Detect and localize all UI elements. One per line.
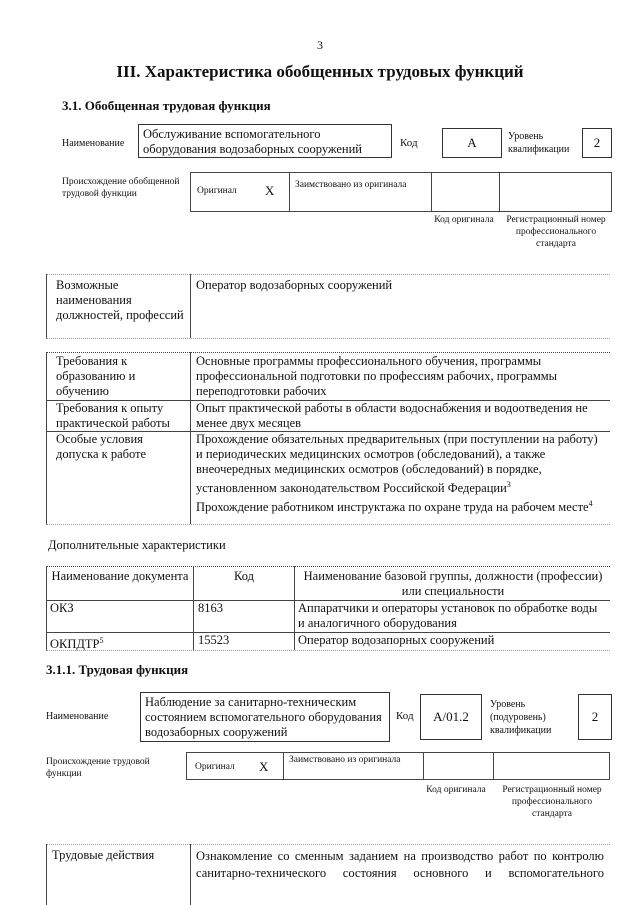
original-label: Оригинал: [197, 186, 237, 196]
labor-actions-label: Трудовые действия: [52, 848, 155, 862]
origin-label: Происхождение обобщенной трудовой функции: [62, 177, 180, 199]
add-top-border: [46, 566, 610, 567]
reg-number-caption: Регистрационный номер профессионального стандарта: [506, 215, 606, 249]
section-3-1-1-heading: 3.1.1. Трудовая функция: [46, 662, 189, 677]
tf-origin-label: Происхождение трудовой функции: [46, 757, 150, 779]
positions-label: Возможные наименования должностей, профессий: [56, 278, 184, 322]
footnote-ref-3: 3: [506, 480, 511, 489]
name-label: Наименование: [62, 138, 125, 149]
section-3-1-heading: 3.1. Обобщенная трудовая функция: [62, 98, 271, 113]
labor-divider: [190, 844, 191, 905]
labor-left-border: [46, 844, 47, 905]
labor-actions-value: Ознакомление со сменным заданием на производство работ по контролю санитарно-технического состояния основного и вспомогательного: [196, 849, 604, 880]
req-admission-label: Особые условия допуска к работе: [56, 432, 147, 461]
tf-code-label: Код: [396, 710, 414, 722]
tf-origin-divider-2: [423, 753, 424, 779]
add-header-code: Код: [234, 569, 254, 583]
req-top-border: [46, 352, 610, 353]
origin-table: [190, 172, 612, 212]
tf-origin-divider-1: [283, 753, 284, 779]
origin-divider-3: [499, 173, 500, 211]
req-experience-value: Опыт практической работы в области водоснабжения и водоотведения не менее двух месяцев: [196, 401, 588, 430]
footnote-ref-4: 4: [588, 499, 593, 509]
tf-level-label: Уровень (подуровень) квалификации: [490, 699, 552, 736]
req-admission-text-1: Прохождение обязательных предварительных (при поступлении на работу) и периодических медицинских осмотров (обследований), а также внеочередных медицинских осмотров (обследований) в порядке, установленном законодательством Российской Федерации: [196, 432, 598, 496]
tf-original-label: Оригинал: [195, 762, 235, 772]
tf-name-label: Наименование: [46, 711, 109, 722]
add-header-name: Наименование базовой группы, должности (профессии) или специальности: [303, 569, 603, 598]
req-experience-label: Требования к опыту практической работы: [56, 401, 170, 430]
tf-orig-code-caption: Код оригинала: [426, 785, 486, 795]
req-bottom-border: [46, 524, 610, 525]
add-row-1-code: 8163: [198, 601, 223, 615]
req-admission-text-2: Прохождение работником инструктажа по охране труда на рабочем месте: [196, 500, 589, 515]
req-admission-value: [196, 432, 606, 515]
function-name-field: Обслуживание вспомогательного оборудования водозаборных сооружений: [138, 124, 392, 158]
level-value-field: 2: [582, 128, 612, 158]
footnote-ref-5: 5: [99, 636, 104, 645]
page-title: III. Характеристика обобщенных трудовых функций: [116, 62, 524, 81]
add-row-2-doc: [50, 633, 104, 652]
add-row-1-doc: ОКЗ: [50, 601, 74, 615]
origin-divider-2: [431, 173, 432, 211]
page-number: 3: [317, 38, 323, 52]
tf-origin-table: [186, 752, 610, 780]
add-row-2-name: Оператор водозапорных сооружений: [298, 633, 495, 647]
req-education-label: Требования к образованию и обучению: [56, 354, 136, 398]
tf-name-field: Наблюдение за санитарно-техническим состоянием вспомогательного оборудования водозаборных сооружений: [140, 692, 390, 742]
positions-bottom-border: [46, 338, 610, 339]
positions-divider: [190, 274, 191, 338]
add-bottom-border: [46, 650, 610, 651]
positions-left-border: [46, 274, 47, 338]
positions-value: Оператор водозаборных сооружений: [196, 278, 393, 292]
orig-code-caption: Код оригинала: [434, 215, 494, 225]
labor-top-border: [46, 844, 610, 845]
req-education-value: Основные программы профессионального обучения, программы профессиональной подготовки по профессиям рабочих, программы переподготовки рабочих: [196, 354, 558, 398]
original-mark: X: [265, 183, 275, 198]
origin-divider-1: [289, 173, 290, 211]
add-row-1-name: Аппаратчики и операторы установок по обработке воды и аналогичного оборудования: [298, 601, 598, 630]
add-header-doc: Наименование документа: [51, 569, 189, 583]
req-left-border: [46, 352, 47, 524]
tf-origin-divider-3: [493, 753, 494, 779]
code-value-field: A: [442, 128, 502, 158]
level-label: Уровень квалификации: [508, 131, 570, 155]
req-divider: [190, 352, 191, 524]
add-col-divider-2: [294, 566, 295, 650]
add-left-border: [46, 566, 47, 650]
tf-reg-number-caption: Регистрационный номер профессионального стандарта: [502, 785, 602, 819]
add-col-divider-1: [193, 566, 194, 650]
borrowed-label: Заимствовано из оригинала: [295, 180, 407, 190]
add-row-2-code: 15523: [198, 633, 230, 647]
tf-original-mark: X: [259, 759, 269, 774]
tf-level-value-field: 2: [578, 694, 612, 740]
positions-block: [46, 274, 610, 338]
add-row-2-doc-text: ОКПДТР: [50, 637, 100, 652]
tf-code-value-field: A/01.2: [420, 694, 482, 740]
tf-borrowed-label: Заимствовано из оригинала: [289, 755, 401, 765]
additional-heading: Дополнительные характеристики: [48, 538, 226, 552]
code-label: Код: [400, 137, 418, 149]
